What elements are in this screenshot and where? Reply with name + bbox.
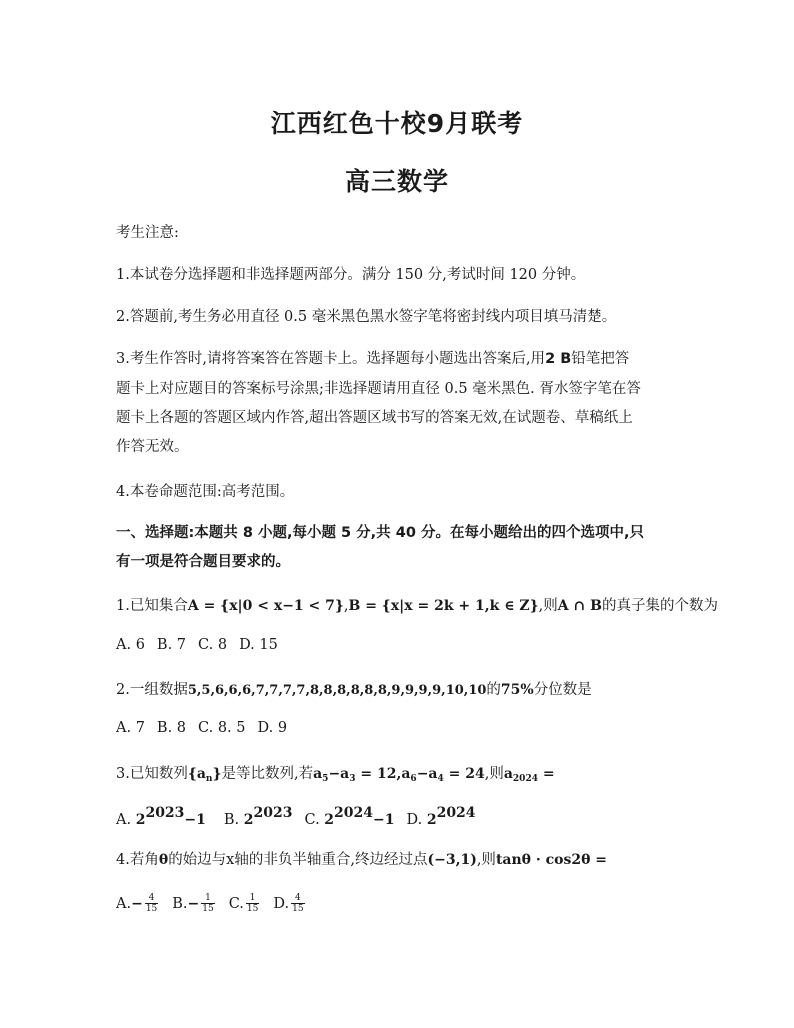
q4-option-c[interactable]: [228, 893, 262, 914]
q3-seq-sub: n: [205, 774, 213, 784]
q3-c2-sub: 3: [349, 774, 356, 784]
q4-option-a[interactable]: [116, 893, 160, 914]
q4-expr: tanθ · cos2θ =: [495, 852, 608, 868]
q4-prefix: 4.若角: [116, 852, 159, 868]
q4-d-label: D.: [273, 895, 290, 912]
q4-option-b[interactable]: [172, 893, 216, 914]
question-3-stem: [116, 762, 555, 784]
q3-target-sub: 2024: [512, 774, 538, 784]
q3-d-label: D.: [406, 812, 427, 828]
question-1-options: [116, 637, 290, 653]
q3-c-label: C.: [304, 812, 325, 828]
q3-option-b[interactable]: [223, 805, 293, 828]
q4-a-label: A.: [116, 895, 132, 912]
section-1-instructions-line-2: 有一项是符合题目要求的。: [116, 554, 290, 570]
q2-suffix: 分位数是: [533, 682, 592, 698]
q3-option-c[interactable]: [304, 805, 395, 828]
q4-c-fraction: [246, 893, 259, 914]
question-4-options: [116, 893, 319, 914]
q3-c5: = 24: [443, 766, 485, 782]
q4-point: (−3,1): [427, 852, 477, 868]
question-2-options: [116, 720, 299, 736]
q3-prefix: 3.已知数列: [116, 766, 188, 782]
q3-option-a[interactable]: [116, 805, 206, 828]
q3-seq-open: {a: [187, 766, 206, 782]
q4-a-num: 4: [145, 893, 158, 904]
question-1-stem: [116, 594, 718, 615]
notice-item-3-line-3: 题卡上各题的答题区域内作答,超出答题区域书写的答案无效,在试题卷、草稿纸上: [116, 410, 633, 426]
q2-option-a[interactable]: A. 7: [116, 720, 145, 736]
q3-eq: =: [537, 766, 555, 782]
q4-d-num: 4: [291, 893, 304, 904]
q3-then: ,则: [484, 766, 504, 782]
notice-item-2: 2.答题前,考生务必用直径 0.5 毫米黑色黑水签字笔将密封线内项目填马清楚。: [116, 309, 617, 325]
q3-target-base: a: [503, 766, 513, 782]
q4-then: ,则: [476, 852, 496, 868]
notice-item-1: 1.本试卷分选择题和非选择题两部分。满分 150 分,考试时间 120 分钟。: [116, 267, 586, 283]
notice-item-3-text-end: 铅笔把答: [571, 351, 630, 367]
notice-item-4: 4.本卷命题范围:高考范围。: [116, 484, 295, 500]
q2-option-d[interactable]: D. 9: [257, 720, 288, 736]
exam-subject: 高三数学: [344, 167, 449, 196]
notice-heading: 考生注意:: [116, 225, 179, 241]
q4-b-num: 1: [201, 893, 214, 904]
q1-set-b: B = {x|x = 2k + 1,k ∈ Z}: [348, 598, 539, 614]
exam-title: 江西红色十校9月联考: [270, 109, 524, 138]
q3-c4-sub: 4: [437, 774, 444, 784]
q3-a-base: 2: [135, 812, 146, 828]
q4-d-den: 15: [292, 904, 304, 914]
q3-mid: 是等比数列,若: [221, 766, 314, 782]
notice-item-3-text: 3.考生作答时,请将答案答在答题卡上。选择题每小题选出答案后,用: [116, 351, 546, 367]
q4-b-label: B.: [172, 895, 188, 912]
q3-d-base: 2: [426, 812, 437, 828]
q4-a-fraction: [145, 893, 158, 914]
q3-b-exp: 2023: [253, 805, 293, 821]
notice-item-3-line-2: 题卡上对应题目的答案标号涂黑;非选择题请用直径 0.5 毫米黑色. 胥水签字笔在答: [116, 381, 641, 397]
q1-mid: ,则: [538, 598, 558, 614]
question-4-stem: [116, 848, 607, 869]
q3-b-label: B.: [223, 812, 244, 828]
q3-a-label: A.: [116, 812, 136, 828]
q3-c1: a: [313, 766, 323, 782]
q4-c-num: 1: [246, 893, 259, 904]
q2-mid: 的: [486, 682, 501, 698]
q1-suffix: 的真子集的个数为: [601, 598, 718, 614]
question-2-stem: [116, 678, 592, 699]
q1-expr: A ∩ B: [557, 598, 602, 614]
q2-option-b[interactable]: B. 8: [156, 720, 187, 736]
q3-seq-close: }: [212, 766, 222, 782]
q1-prefix: 1.已知集合: [116, 598, 188, 614]
q3-c3-sub: 6: [410, 774, 417, 784]
q3-a-tail: −1: [184, 812, 206, 828]
q2-option-c[interactable]: C. 8. 5: [198, 720, 246, 736]
q2-prefix: 2.一组数据: [116, 682, 188, 698]
q2-percentile: 75%: [500, 682, 534, 698]
q3-condition: [313, 766, 485, 782]
q3-b-base: 2: [243, 812, 254, 828]
q4-option-d[interactable]: [273, 893, 306, 914]
question-3-options: [116, 805, 488, 828]
q3-a-exp: 2023: [145, 805, 185, 821]
q1-option-d[interactable]: D. 15: [239, 637, 278, 653]
q4-c-label: C.: [228, 895, 244, 912]
q3-option-d[interactable]: [406, 805, 476, 828]
q4-b-den: 15: [202, 904, 214, 914]
q4-theta: θ: [158, 852, 169, 868]
q3-c4: −a: [416, 766, 438, 782]
q3-sequence: [188, 766, 222, 782]
q2-data: 5,5,6,6,6,7,7,7,7,8,8,8,8,8,8,9,9,9,9,10,10: [187, 683, 487, 698]
q1-set-a: A = {x|0 < x−1 < 7}: [187, 598, 344, 614]
q3-c2: −a: [328, 766, 350, 782]
section-1-instructions-line-1: 一、选择题:本题共 8 小题,每小题 5 分,共 40 分。在每小题给出的四个选项中,只: [116, 525, 644, 541]
q3-target: [504, 766, 555, 782]
q4-mid: 的始边与x轴的非负半轴重合,终边经过点: [168, 852, 428, 868]
q1-option-c[interactable]: C. 8: [198, 637, 228, 653]
q1-comma: ,: [343, 598, 349, 614]
q4-a-sign: −: [131, 895, 143, 912]
q3-c1-sub: 5: [322, 774, 329, 784]
q3-c-base: 2: [324, 812, 335, 828]
notice-item-3-line-1: [116, 347, 629, 368]
q4-d-fraction: [291, 893, 304, 914]
pencil-type: 2 B: [545, 351, 572, 367]
q4-c-den: 15: [246, 904, 259, 914]
q3-c3: = 12,a: [355, 766, 411, 782]
notice-item-3-line-4: 作答无效。: [116, 439, 189, 455]
q3-c-exp: 2024: [334, 805, 374, 821]
q3-d-exp: 2024: [436, 805, 476, 821]
q4-b-fraction: [201, 893, 214, 914]
q1-option-a[interactable]: A. 6: [116, 637, 145, 653]
q3-c-tail: −1: [373, 812, 395, 828]
q4-a-den: 15: [145, 904, 158, 914]
q1-option-b[interactable]: B. 7: [156, 637, 187, 653]
q4-b-sign: −: [187, 895, 200, 912]
